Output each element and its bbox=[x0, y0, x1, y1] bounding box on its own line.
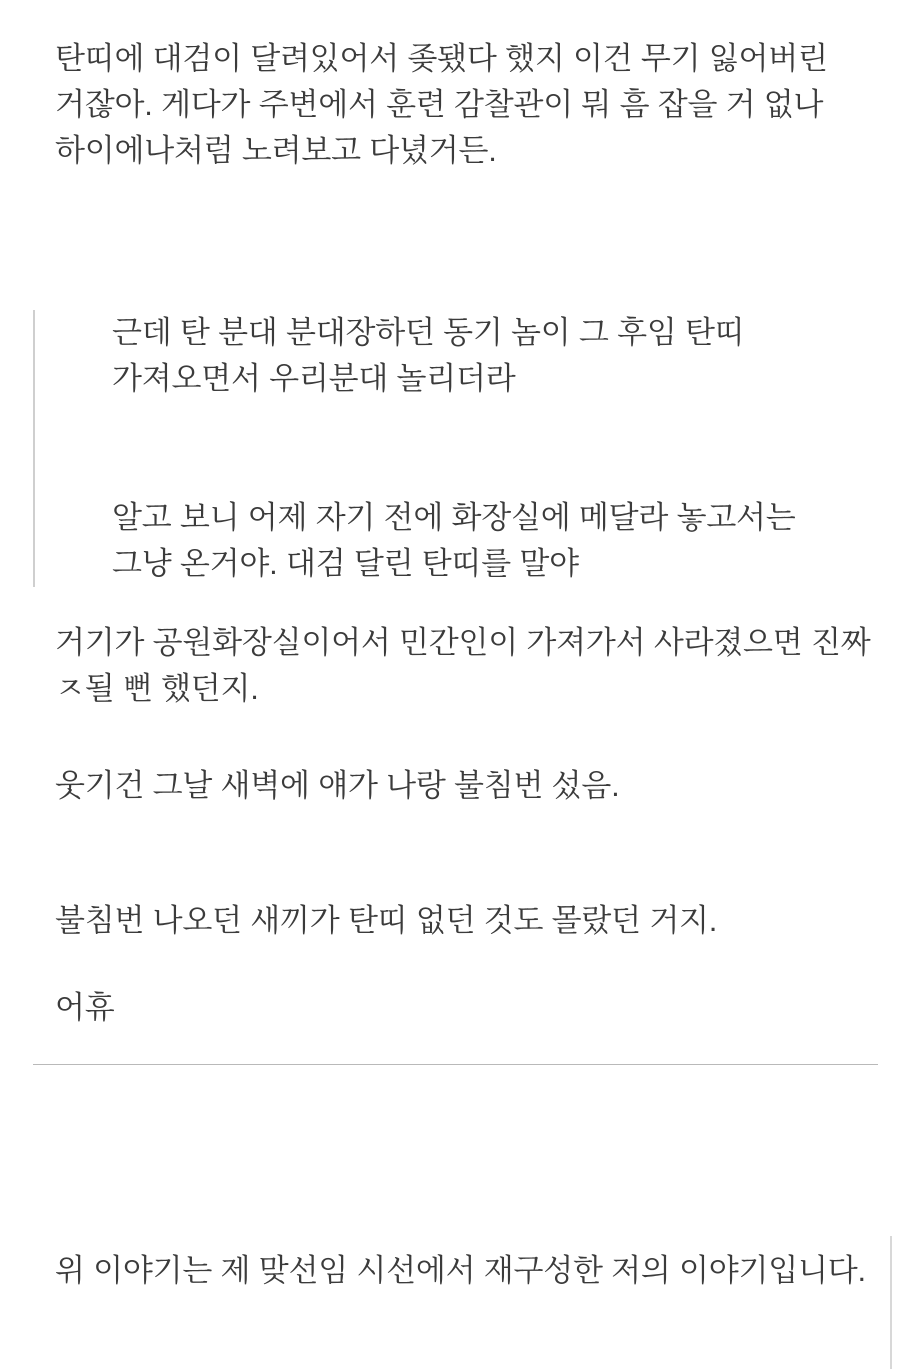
quoted-block-inner bbox=[33, 310, 866, 587]
paragraph-3: 알고 보니 어제 자기 전에 화장실에 메달라 놓고서는 그냥 온거야. 대검 달린 탄띠를 말야 bbox=[112, 499, 804, 581]
paragraph-8-footnote: 위 이야기는 제 맞선임 시선에서 재구성한 저의 이야기입니다. bbox=[55, 1253, 866, 1288]
paragraph-1: 탄띠에 대검이 달려있어서 좆됐다 했지 이건 무기 잃어버린 거잖아. 게다가 주변에서 훈련 감찰관이 뭐 흠 잡을 거 없나 하이에나처럼 노려보고 다녔거든. bbox=[55, 41, 837, 168]
horizontal-divider bbox=[33, 1064, 878, 1065]
paragraph-6: 불침번 나오던 새끼가 탄띠 없던 것도 몰랐던 거지. bbox=[55, 903, 718, 938]
paragraph-2: 근데 탄 분대 분대장하던 동기 놈이 그 후임 탄띠 가져오면서 우리분대 놀리더라 bbox=[112, 315, 753, 396]
quoted-block bbox=[0, 230, 866, 587]
right-edge-rule bbox=[890, 1236, 892, 1369]
paragraph-4: 거기가 공원화장실이어서 민간인이 가져가서 사라졌으면 진짜 ㅈ될 뻔 했던지. bbox=[55, 625, 879, 706]
paragraph-7: 어휴 bbox=[55, 990, 115, 1025]
paragraph-5: 웃기건 그날 새벽에 얘가 나랑 불침번 섰음. bbox=[55, 768, 620, 803]
